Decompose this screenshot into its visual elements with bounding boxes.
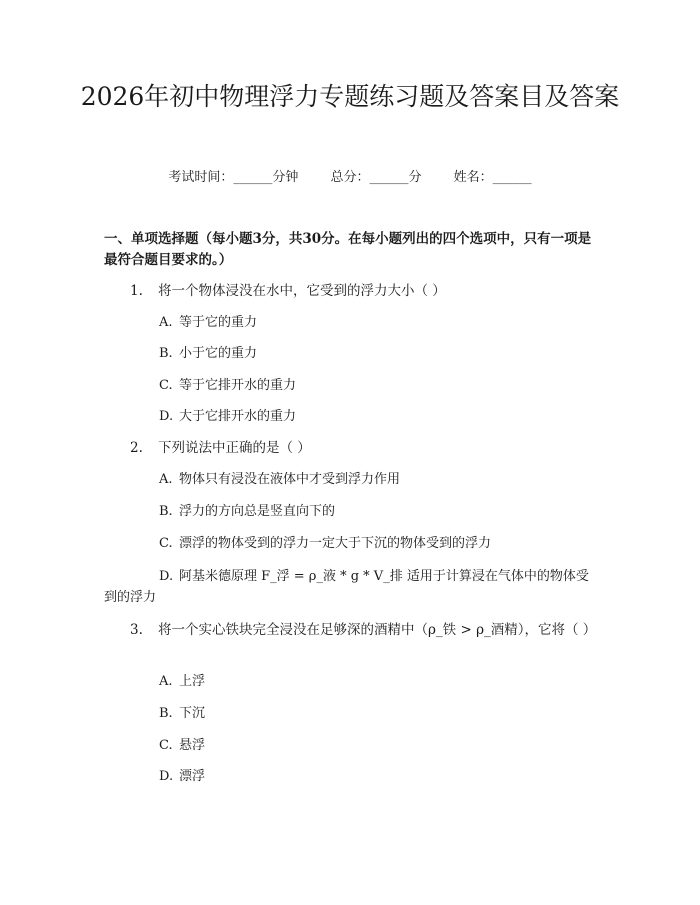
question-1-option-a [159, 312, 599, 333]
option-text: 悬浮 [179, 738, 206, 753]
question-number: 2. [130, 440, 143, 456]
option-label: A. [159, 472, 173, 487]
question-3-option-b [159, 703, 599, 724]
question-2-option-b [159, 501, 599, 522]
option-label: D. [159, 569, 174, 584]
option-text: 物体只有浸没在液体中才受到浮力作用 [179, 472, 401, 487]
option-text: 下沉 [179, 706, 206, 721]
question-1 [130, 281, 600, 302]
question-2-option-c [159, 533, 599, 554]
option-label: C. [159, 738, 173, 753]
option-label: C. [159, 378, 173, 393]
option-label: B. [159, 706, 173, 721]
question-1-option-d [159, 406, 599, 427]
exam-name-field: 姓名：______ [453, 170, 532, 185]
question-2-option-d [104, 566, 600, 608]
option-text: 等于它排开水的重力 [179, 378, 297, 393]
question-1-option-b [159, 343, 599, 364]
option-text: 漂浮的物体受到的浮力一定大于下沉的物体受到的浮力 [179, 536, 492, 551]
exam-time-field: 考试时间：______分钟 [168, 170, 299, 185]
question-3 [104, 620, 600, 641]
option-label: D. [159, 769, 174, 784]
option-text: 等于它的重力 [179, 315, 258, 330]
option-label: A. [159, 674, 173, 689]
section-heading: 一、单项选择题（每小题3分，共30分。在每小题列出的四个选项中，只有一项是最符合题目要求的。） [104, 231, 592, 268]
question-1-option-c [159, 375, 599, 396]
option-label: B. [159, 346, 173, 361]
question-text: 将一个物体浸没在水中，它受到的浮力大小（ ） [158, 283, 446, 299]
option-label: A. [159, 315, 173, 330]
option-label: D. [159, 409, 174, 424]
question-number: 3. [130, 622, 143, 638]
option-label: C. [159, 536, 173, 551]
question-3-option-c [159, 735, 599, 756]
question-text: 将一个实心铁块完全浸没在足够深的酒精中（ρ_铁 > ρ_酒精），它将（ ） [158, 622, 597, 638]
option-text: 阿基米德原理 F_浮 = ρ_液 * g * V_排 适用于计算浸在气体中的物体受到的浮力 [104, 569, 589, 605]
question-2 [130, 438, 600, 459]
question-text: 下列说法中正确的是（ ） [158, 440, 311, 456]
question-3-option-d [159, 766, 599, 787]
document-title: 2026年初中物理浮力专题练习题及答案目及答案 [80, 82, 620, 111]
option-text: 漂浮 [179, 769, 206, 784]
exam-info-line [0, 168, 700, 188]
question-2-option-a [159, 469, 599, 490]
exam-score-field: 总分：______分 [330, 170, 422, 185]
question-3-option-a [159, 671, 599, 692]
option-label: B. [159, 504, 173, 519]
option-text: 上浮 [179, 674, 206, 689]
option-text: 大于它排开水的重力 [179, 409, 297, 424]
option-text: 浮力的方向总是竖直向下的 [179, 504, 336, 519]
question-number: 1. [130, 283, 143, 299]
option-text: 小于它的重力 [179, 346, 258, 361]
